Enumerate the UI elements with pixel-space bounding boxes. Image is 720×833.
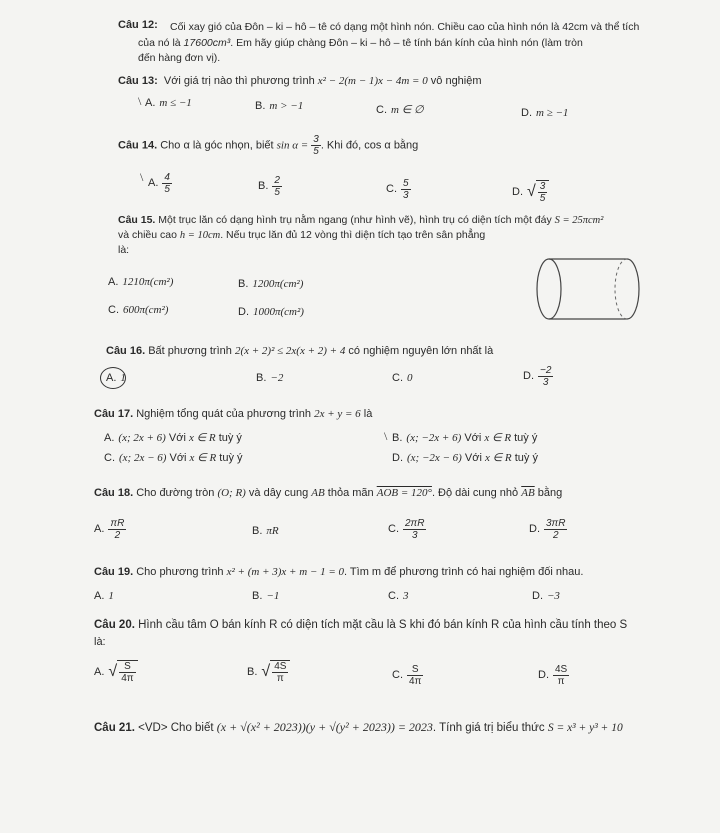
check-mark-icon: \ bbox=[384, 429, 388, 443]
q15-option-d[interactable]: D. 1000π(cm²) bbox=[238, 306, 304, 318]
q15-line3: là: bbox=[118, 244, 130, 256]
q18-option-a[interactable]: A. $\frac{\pi R}{2}$ bbox=[94, 518, 125, 541]
q14-option-b[interactable]: B. $\frac{2}{5}$ bbox=[258, 175, 280, 198]
q18-option-c[interactable]: C. $\frac{2\pi R}{3}$ bbox=[388, 518, 425, 541]
q20-option-d[interactable]: D. $\frac{4S}{\pi}$ bbox=[538, 664, 568, 687]
q13-option-a[interactable]: A. m ≤ −1 bbox=[145, 97, 192, 109]
q20-line1: Câu 20. Hình cầu tâm O bán kính R có diện tích mặt cầu là S khi đó bán kính R của hình cầu tính theo S bbox=[94, 619, 628, 631]
q19-stem: Câu 19. Cho phương trình x² + (m + 3)x + m − 1 = 0. Tìm m để phương trình có hai nghiệm đối nhau. bbox=[94, 566, 584, 578]
q16-option-a[interactable]: A. 1 bbox=[106, 372, 126, 384]
q19-option-a[interactable]: A. 1 bbox=[94, 590, 114, 602]
q20-option-b[interactable]: B. √ $\frac{4S}{\pi}$ bbox=[247, 660, 290, 684]
q16-option-d[interactable]: D. $\frac{-2}{3}$ bbox=[523, 365, 552, 388]
q12-line2: của nó là 17600cm³. Em hãy giúp chàng Đôn – ki – hô – tê tính bán kính của hình nón (làm tròn bbox=[138, 37, 583, 49]
check-mark-icon: \ bbox=[138, 94, 142, 108]
q21-stem: Câu 21. <VD> Cho biết (x + √(x² + 2023))(y + √(y² + 2023)) = 2023. Tính giá trị biểu thức S = x³ + y³ + 10 bbox=[94, 720, 623, 734]
q20-option-c[interactable]: C. $\frac{S}{4\pi}$ bbox=[392, 664, 422, 687]
q17-option-b[interactable]: B. (x; −2x + 6) Với x ∈ R tuỳ ý bbox=[392, 432, 538, 444]
q18-option-b[interactable]: B. πR bbox=[252, 525, 279, 537]
q15-option-b[interactable]: B. 1200π(cm²) bbox=[238, 278, 304, 290]
q15-line2: và chiều cao h = 10cm. Nếu trục lăn đủ 12 vòng thì diện tích tạo trên sân phẳng bbox=[118, 229, 486, 241]
q14-option-c[interactable]: C. $\frac{5}{3}$ bbox=[386, 178, 409, 201]
q14-stem: Câu 14. Cho α là góc nhọn, biết sin α = $\frac{3}{5}$ . Khi đó, cos α bằng bbox=[118, 134, 419, 157]
q12-line3: đến hàng đơn vị). bbox=[138, 52, 221, 64]
q13-option-b[interactable]: B. m > −1 bbox=[255, 100, 304, 112]
q19-option-c[interactable]: C. 3 bbox=[388, 590, 409, 602]
cylinder-figure bbox=[535, 255, 645, 323]
q17-option-a[interactable]: A. (x; 2x + 6) Với x ∈ R tuỳ ý bbox=[104, 432, 242, 444]
q12-line1: Cối xay gió của Đôn – ki – hô – tê có dạng một hình nón. Chiều cao của hình nón là 42cm và thể tích bbox=[170, 21, 640, 33]
q16-option-c[interactable]: C. 0 bbox=[392, 372, 413, 384]
q20-option-a[interactable]: A. √ $\frac{S}{4\pi}$ bbox=[94, 660, 138, 684]
check-mark-icon: \ bbox=[140, 170, 144, 184]
q15-line1: Câu 15. Một trục lăn có dạng hình trụ nằm ngang (như hình vẽ), hình trụ có diện tích một đáy S = 25πcm² bbox=[118, 214, 604, 226]
q16-option-b[interactable]: B. −2 bbox=[256, 372, 284, 384]
q15-option-a[interactable]: A. 1210π(cm²) bbox=[108, 276, 174, 288]
q15-option-c[interactable]: C. 600π(cm²) bbox=[108, 304, 169, 316]
q20-line2: là: bbox=[94, 636, 106, 648]
q19-option-b[interactable]: B. −1 bbox=[252, 590, 280, 602]
q17-stem: Câu 17. Nghiệm tổng quát của phương trình 2x + y = 6 là bbox=[94, 408, 373, 420]
q17-option-c[interactable]: C. (x; 2x − 6) Với x ∈ R tuỳ ý bbox=[104, 452, 243, 464]
q18-option-d[interactable]: D. $\frac{3\pi R}{2}$ bbox=[529, 518, 566, 541]
q13-option-c[interactable]: C. m ∈ ∅ bbox=[376, 104, 424, 116]
q13-stem: Câu 13: Với giá trị nào thì phương trình x² − 2(m − 1)x − 4m = 0 vô nghiệm bbox=[118, 75, 482, 87]
q14-option-d[interactable]: D. √ $\frac{3}{5}$ bbox=[512, 180, 549, 204]
q13-option-d[interactable]: D. m ≥ −1 bbox=[521, 107, 569, 119]
q14-option-a[interactable]: A. $\frac{4}{5}$ bbox=[148, 172, 170, 195]
q18-stem: Câu 18. Cho đường tròn (O; R) và dây cung AB thỏa mãn AOB = 120°. Độ dài cung nhỏ $\overline{AB}$ bằng bbox=[94, 487, 563, 499]
q16-stem: Câu 16. Bất phương trình 2(x + 2)² ≤ 2x(x + 2) + 4 có nghiệm nguyên lớn nhất là bbox=[106, 345, 494, 357]
q17-option-d[interactable]: D. (x; −2x − 6) Với x ∈ R tuỳ ý bbox=[392, 452, 538, 464]
q12-label: Câu 12: bbox=[118, 19, 158, 31]
q19-option-d[interactable]: D. −3 bbox=[532, 590, 560, 602]
